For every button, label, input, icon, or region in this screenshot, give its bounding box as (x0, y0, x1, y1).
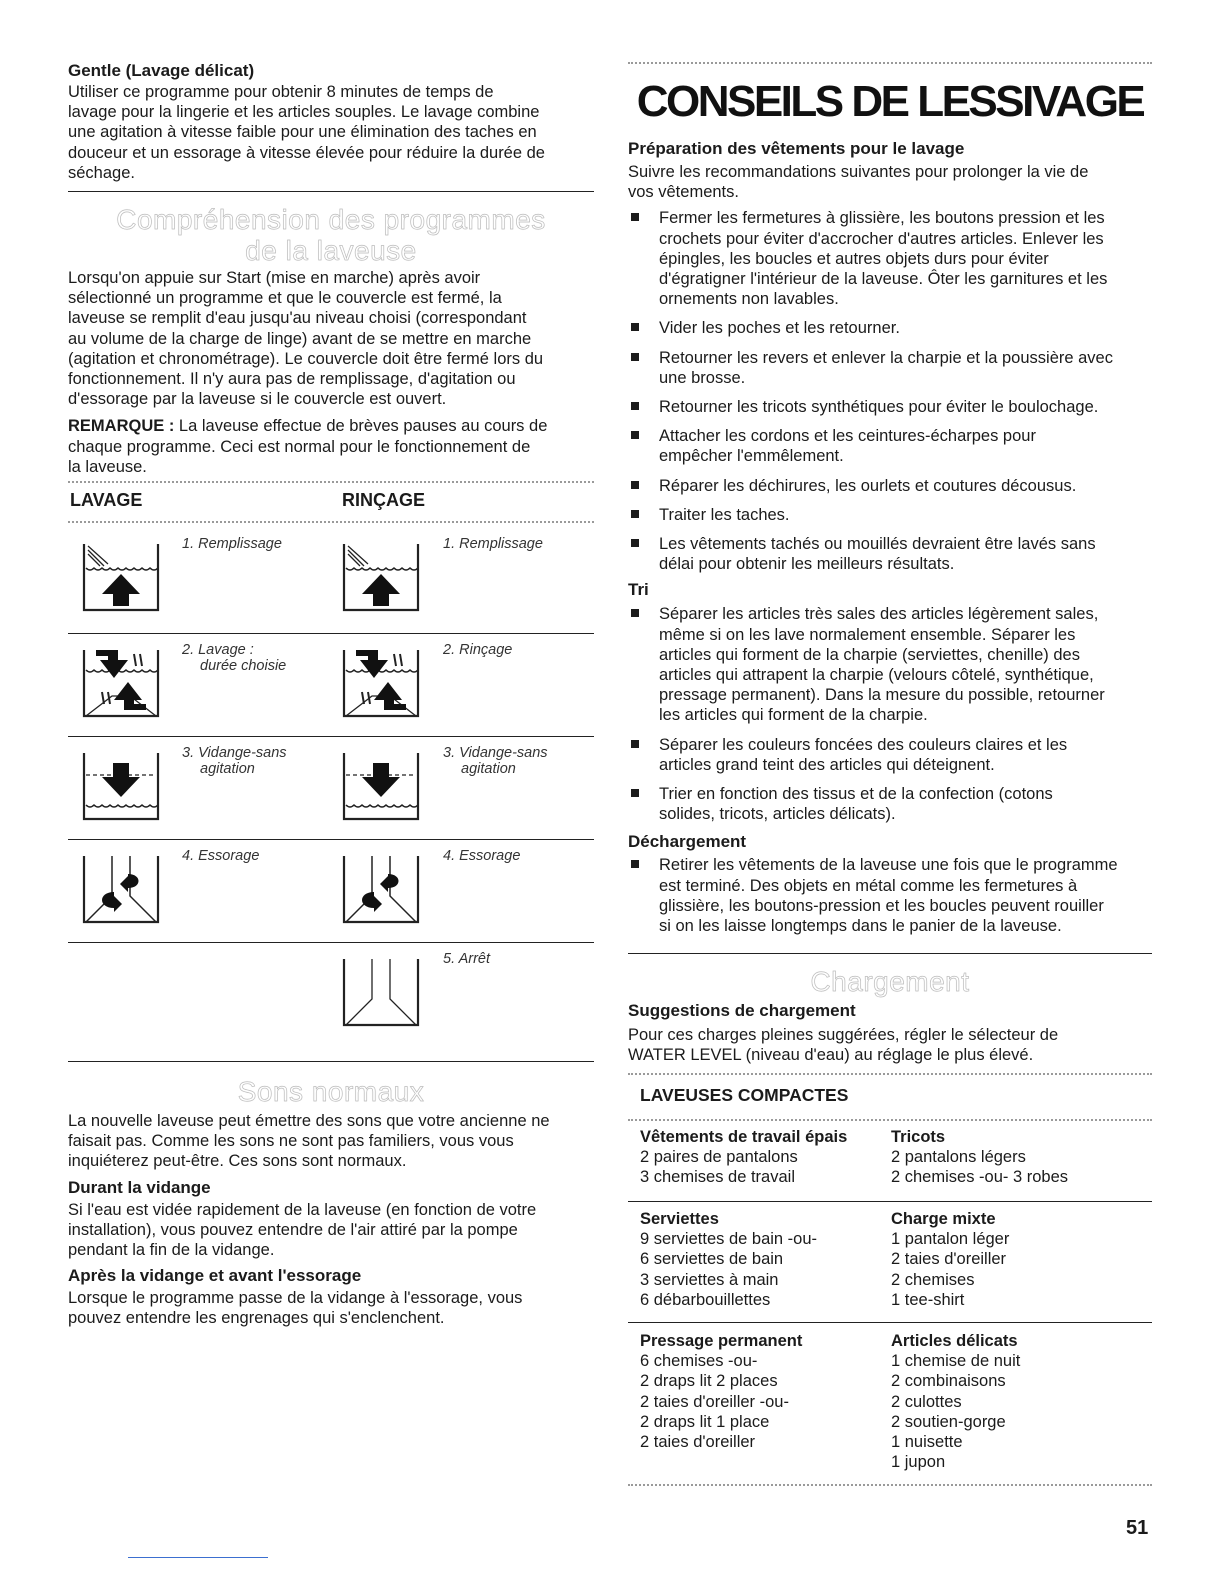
spin-sound-title: Après la vidange et avant l'essorage (68, 1266, 362, 1286)
load-item: 2 culottes (891, 1392, 962, 1411)
text-line: empêcher l'emmêlement. (659, 447, 844, 466)
wash-header: LAVAGE (70, 490, 143, 510)
footer-rule (128, 1557, 268, 1558)
step-text: 2. Rinçage (443, 642, 513, 658)
text-line: pressage permanent). Dans la mesure du possible, retourner (659, 686, 1105, 705)
sorting-bullet (628, 735, 1152, 775)
drain-icon (82, 749, 160, 823)
text-line: ornements non lavables. (659, 290, 839, 309)
load-item: 2 soutien-gorge (891, 1412, 1006, 1431)
load-item: 6 chemises -ou- (640, 1352, 758, 1371)
text-line: au volume de la charge de linge) avant de se mettre en marche (68, 329, 532, 348)
text-line: Si l'eau est vidée rapidement de la laveuse (en fonction de votre (68, 1200, 537, 1219)
step-label (443, 848, 520, 864)
fill-icon (82, 540, 160, 614)
text-line: une brosse. (659, 368, 746, 387)
text-line: Vider les poches et les retourner. (659, 319, 900, 338)
prep-list (628, 208, 1152, 574)
gentle-section (68, 60, 594, 183)
sorting-bullet (628, 784, 1152, 824)
text-line: les articles qui forment de la charpie. (659, 706, 928, 725)
load-item: 2 draps lit 1 place (640, 1412, 770, 1431)
load-heading: Charge mixte (891, 1210, 996, 1228)
text-line: la laveuse. (68, 457, 147, 476)
understanding-text (68, 268, 594, 409)
spin-sound-text (68, 1288, 594, 1328)
load-item: 2 combinaisons (891, 1372, 1006, 1391)
page-number: 51 (1126, 1517, 1149, 1539)
drain-icon (342, 749, 420, 823)
load-column (891, 1209, 1009, 1310)
load-item: 1 chemise de nuit (891, 1352, 1021, 1371)
text-line: lavage pour la lingerie et les articles souples. Le lavage combine (68, 103, 540, 122)
step-text: 1. Remplissage (443, 536, 543, 552)
load-item: 1 pantalon léger (891, 1230, 1010, 1249)
prep-intro (628, 162, 1152, 202)
step-label (443, 642, 512, 658)
fill-icon (342, 540, 420, 614)
text-line: La laveuse effectue de brèves pauses au cours de (174, 417, 548, 436)
prep-bullet (628, 318, 1152, 338)
step-label (443, 745, 548, 777)
title-line: de la laveuse (245, 235, 417, 266)
dotted-divider (628, 1119, 1152, 1121)
table-title: LAVEUSES COMPACTES (640, 1085, 849, 1105)
text-line: articles qui attrapent la charpie (velours côtelé, synthétique, (659, 666, 1094, 685)
section-divider (628, 953, 1152, 954)
step-text: agitation (461, 761, 516, 777)
load-item: 2 pantalons légers (891, 1148, 1026, 1167)
text-line: solides, tricots, articles délicats). (659, 805, 896, 824)
text-line: faisait pas. Comme les sons ne sont pas familiers, vous vous (68, 1132, 514, 1151)
text-line: articles qui forment de la charpie (serviettes, chenille) des (659, 645, 1080, 664)
prep-bullet (628, 505, 1152, 525)
unloading-list (628, 855, 1152, 936)
cycle-header (68, 490, 594, 514)
text-line: pouvez entendre les engrenages qui s'enclenchent. (68, 1309, 445, 1328)
step-text: durée choisie (200, 658, 287, 674)
load-heading: Tricots (891, 1128, 946, 1146)
cycle-diagram (68, 528, 594, 1058)
dotted-divider (628, 1073, 1152, 1075)
step-text: 2. Lavage : (182, 642, 254, 658)
text-line: vos vêtements. (628, 183, 739, 202)
step-text: agitation (200, 761, 255, 777)
main-title: CONSEILS DE LESSIVAGE (636, 77, 1144, 126)
sounds-title: Sons normaux (237, 1076, 425, 1107)
understanding-title (68, 204, 594, 266)
gentle-title: Gentle (Lavage délicat) (68, 61, 255, 80)
step-label (443, 536, 543, 552)
text-line: Les vêtements tachés ou mouillés devraient être lavés sans (659, 535, 1096, 554)
prep-section (628, 138, 1152, 945)
rinse-header: RINÇAGE (342, 490, 426, 510)
drain-title: Durant la vidange (68, 1177, 211, 1197)
load-item: 6 débarbouillettes (640, 1290, 771, 1309)
text-line: articles grand teint des articles qui déteignent. (659, 755, 995, 774)
text-line: douceur et un essorage à vitesse élevée pour réduire la durée de (68, 143, 545, 162)
dotted-divider (68, 481, 594, 483)
suggestions-text (628, 1025, 1152, 1065)
text-line: séchage. (68, 163, 135, 182)
text-line: même si on les lave normalement ensemble. Séparer les (659, 625, 1076, 644)
load-heading: Vêtements de travail épais (640, 1128, 848, 1146)
stop-icon (342, 955, 420, 1029)
drain-text (68, 1200, 594, 1261)
load-item: 3 chemises de travail (640, 1168, 795, 1187)
load-column (640, 1209, 817, 1310)
load-item: 2 chemises (891, 1270, 975, 1289)
text-line: Traiter les taches. (659, 505, 790, 524)
text-line: sélectionné un programme et que le couvercle est fermé, la (68, 289, 502, 308)
load-heading: Pressage permanent (640, 1332, 803, 1350)
text-line: d'égratigner l'intérieur de la laveuse. Ôter les garnitures et les (659, 270, 1108, 289)
agitate-icon (342, 646, 420, 720)
step-text: 5. Arrêt (443, 951, 491, 967)
section-divider (68, 191, 594, 192)
spin-icon (82, 852, 160, 926)
text-line: d'essorage par la laveuse si le couvercle est ouvert. (68, 390, 447, 409)
prep-title: Préparation des vêtements pour le lavage (628, 139, 965, 158)
text-line: Fermer les fermetures à glissière, les boutons pression et les (659, 209, 1105, 228)
text-line: une agitation à vitesse faible pour une élimination des taches en (68, 123, 537, 142)
table-divider (628, 1201, 1152, 1202)
step-text: 1. Remplissage (182, 536, 282, 552)
prep-bullet (628, 348, 1152, 388)
load-column (891, 1127, 1068, 1188)
agitate-icon (82, 646, 160, 720)
sorting-title: Tri (628, 580, 649, 600)
text-line: délai pour obtenir les meilleurs résultats. (659, 555, 955, 574)
text-line: WATER LEVEL (niveau d'eau) au réglage le plus élevé. (628, 1046, 1034, 1065)
understanding-section (68, 204, 594, 477)
step-text: 4. Essorage (443, 848, 521, 864)
dotted-divider (628, 62, 1152, 64)
table-divider (628, 1322, 1152, 1323)
step-text: 4. Essorage (182, 848, 260, 864)
load-item: 1 nuisette (891, 1433, 963, 1452)
cycle-row-fill (68, 528, 594, 632)
prep-bullet (628, 426, 1152, 466)
load-item: 2 taies d'oreiller (640, 1433, 756, 1452)
load-item: 2 chemises -ou- 3 robes (891, 1168, 1068, 1187)
load-column (640, 1331, 802, 1452)
cycle-row-drain (68, 737, 594, 841)
text-line: Pour ces charges pleines suggérées, régler le sélecteur de (628, 1026, 1059, 1044)
load-table (628, 1127, 1152, 1477)
load-item: 1 tee-shirt (891, 1290, 965, 1309)
text-line: Réparer les déchirures, les ourlets et coutures décousus. (659, 476, 1077, 495)
load-column (891, 1331, 1020, 1472)
load-item: 6 serviettes de bain (640, 1250, 784, 1269)
title-line: Compréhension des programmes (116, 204, 546, 235)
load-item: 2 taies d'oreiller (891, 1250, 1007, 1269)
text-line: chaque programme. Ceci est normal pour le fonctionnement de (68, 437, 531, 456)
prep-bullet (628, 397, 1152, 417)
text-line: Lorsque le programme passe de la vidange à l'essorage, vous (68, 1289, 523, 1308)
unloading-title: Déchargement (628, 832, 747, 852)
text-line: Trier en fonction des tissus et de la confection (cotons (659, 785, 1053, 804)
suggestions-title: Suggestions de chargement (628, 1001, 856, 1020)
spin-icon (342, 852, 420, 926)
note-label: REMARQUE : (68, 417, 175, 436)
text-line: inquiéterez peut-être. Ces sons sont normaux. (68, 1152, 407, 1171)
cycle-row-spin (68, 840, 594, 944)
sounds-text (68, 1111, 594, 1172)
note-text (68, 416, 594, 477)
text-line: (agitation et chronométrage). Le couvercle doit être fermé lors du (68, 349, 544, 368)
step-label (182, 848, 259, 864)
text-line: laveuse se remplit d'eau jusqu'au niveau choisi (correspondant (68, 309, 527, 328)
load-item: 2 draps lit 2 places (640, 1372, 778, 1391)
text-line: si on les laisse longtemps dans le panier de la laveuse. (659, 917, 1062, 936)
text-line: installation), vous pouvez entendre de l'air attiré par la pompe (68, 1220, 518, 1239)
text-line: est terminé. Des objets en métal comme les fermetures à (659, 876, 1078, 895)
sounds-section (68, 1076, 594, 1329)
step-label (182, 536, 282, 552)
section-divider (68, 1061, 594, 1062)
text-line: pendant la fin de la vidange. (68, 1241, 275, 1260)
load-item: 3 serviettes à main (640, 1270, 779, 1289)
loading-title: Chargement (810, 966, 970, 997)
step-text: 3. Vidange-sans (182, 745, 287, 761)
cycle-row-stop (68, 943, 594, 1047)
text-line: Séparer les couleurs foncées des couleurs claires et les (659, 735, 1068, 754)
cycle-row-agitate (68, 634, 594, 738)
step-label (182, 745, 287, 777)
text-line: glissière, les boutons-pression et les boucles peuvent rouiller (659, 896, 1104, 915)
text-line: Attacher les cordons et les ceintures-écharpes pour (659, 427, 1036, 446)
step-label (182, 642, 286, 674)
dotted-divider (68, 521, 594, 523)
step-text: 3. Vidange-sans (443, 745, 548, 761)
text-line: épingles, les boucles et autres objets durs pour éviter (659, 249, 1049, 268)
sorting-bullet (628, 604, 1152, 725)
load-heading: Serviettes (640, 1210, 719, 1228)
text-line: crochets pour éviter d'accrocher d'autres articles. Enlever les (659, 229, 1104, 248)
text-line: Retourner les tricots synthétiques pour éviter le boulochage. (659, 398, 1099, 417)
unloading-bullet (628, 855, 1152, 936)
text-line: Retourner les revers et enlever la charpie et la poussière avec (659, 348, 1113, 367)
text-line: Séparer les articles très sales des articles légèrement sales, (659, 605, 1099, 624)
text-line: Retirer les vêtements de la laveuse une fois que le programme (659, 856, 1118, 875)
dotted-divider (628, 1484, 1152, 1486)
text-line: La nouvelle laveuse peut émettre des sons que votre ancienne ne (68, 1112, 550, 1130)
text-line: fonctionnement. Il n'y aura pas de remplissage, d'agitation ou (68, 370, 516, 389)
gentle-text (68, 82, 594, 183)
load-item: 2 taies d'oreiller -ou- (640, 1392, 789, 1411)
load-column (640, 1127, 847, 1188)
text-line: Lorsqu'on appuie sur Start (mise en marche) après avoir (68, 269, 481, 287)
sorting-list (628, 604, 1152, 824)
step-label (443, 951, 490, 967)
prep-bullet (628, 476, 1152, 496)
load-heading: Articles délicats (891, 1332, 1018, 1350)
text-line: Suivre les recommandations suivantes pour prolonger la vie de (628, 163, 1089, 181)
load-item: 1 jupon (891, 1453, 946, 1472)
load-item: 9 serviettes de bain -ou- (640, 1230, 818, 1249)
prep-bullet (628, 208, 1152, 309)
load-item: 2 paires de pantalons (640, 1148, 798, 1167)
prep-bullet (628, 534, 1152, 574)
loading-section (628, 966, 1152, 1065)
text-line: Utiliser ce programme pour obtenir 8 minutes de temps de (68, 83, 494, 101)
